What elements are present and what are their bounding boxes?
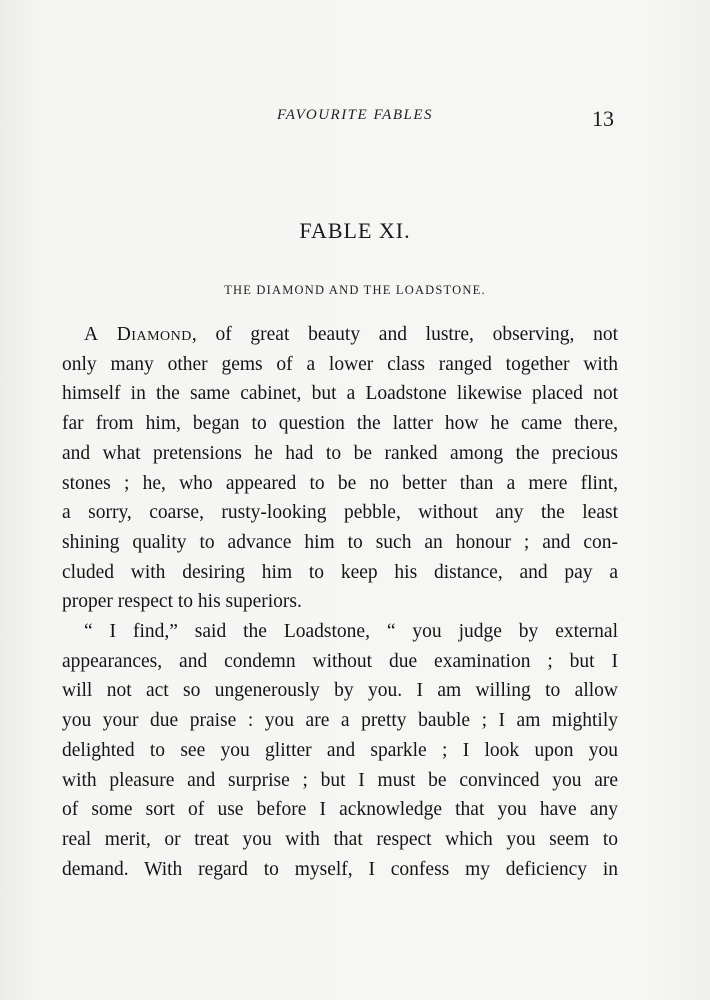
text-line: and what pretensions he had to be ranked among the precious: [62, 442, 618, 464]
paragraph-1: [62, 320, 618, 617]
text-line: of some sort of use before I acknowledge that you have any: [62, 799, 618, 821]
fable-subtitle: THE DIAMOND AND THE LOADSTONE.: [224, 283, 486, 297]
fable-body: [62, 320, 618, 884]
text-line: real merit, or treat you with that respect which you seem to: [62, 828, 618, 850]
text-line: shining quality to advance him to such an honour ; and con-: [62, 531, 618, 553]
text-line: far from him, began to question the latter how he came there,: [62, 413, 618, 435]
fable-title: FABLE XI.: [299, 218, 411, 243]
text-line: “ I find,” said the Loadstone, “ you judge by external: [84, 621, 618, 643]
text-line: stones ; he, who appeared to be no better than a mere flint,: [62, 472, 618, 494]
text-line: a sorry, coarse, rusty-looking pebble, without any the least: [62, 502, 618, 524]
drop-word: A Diamond: [84, 324, 192, 345]
text-line: himself in the same cabinet, but a Loadstone likewise placed not: [62, 383, 618, 405]
text-line: you your due praise : you are a pretty bauble ; I am mightily: [62, 710, 618, 732]
running-head: FAVOURITE FABLES: [277, 107, 433, 123]
text-line: proper respect to his superiors.: [62, 591, 302, 613]
text-line: A Diamond, of great beauty and lustre, observing, not: [84, 324, 618, 345]
page-number: 13: [592, 106, 614, 131]
text-line: with pleasure and surprise ; but I must be convinced you are: [62, 769, 618, 791]
text-line: will not act so ungenerously by you. I am willing to allow: [62, 680, 618, 702]
text-line: cluded with desiring him to keep his distance, and pay a: [62, 561, 618, 583]
paragraph-2: [62, 617, 618, 884]
text-line: demand. With regard to myself, I confess my deficiency in: [62, 858, 618, 880]
text-line: only many other gems of a lower class ranged together with: [62, 353, 618, 375]
text-line: delighted to see you glitter and sparkle ; I look upon you: [62, 739, 618, 761]
text-line: appearances, and condemn without due examination ; but I: [62, 650, 618, 672]
